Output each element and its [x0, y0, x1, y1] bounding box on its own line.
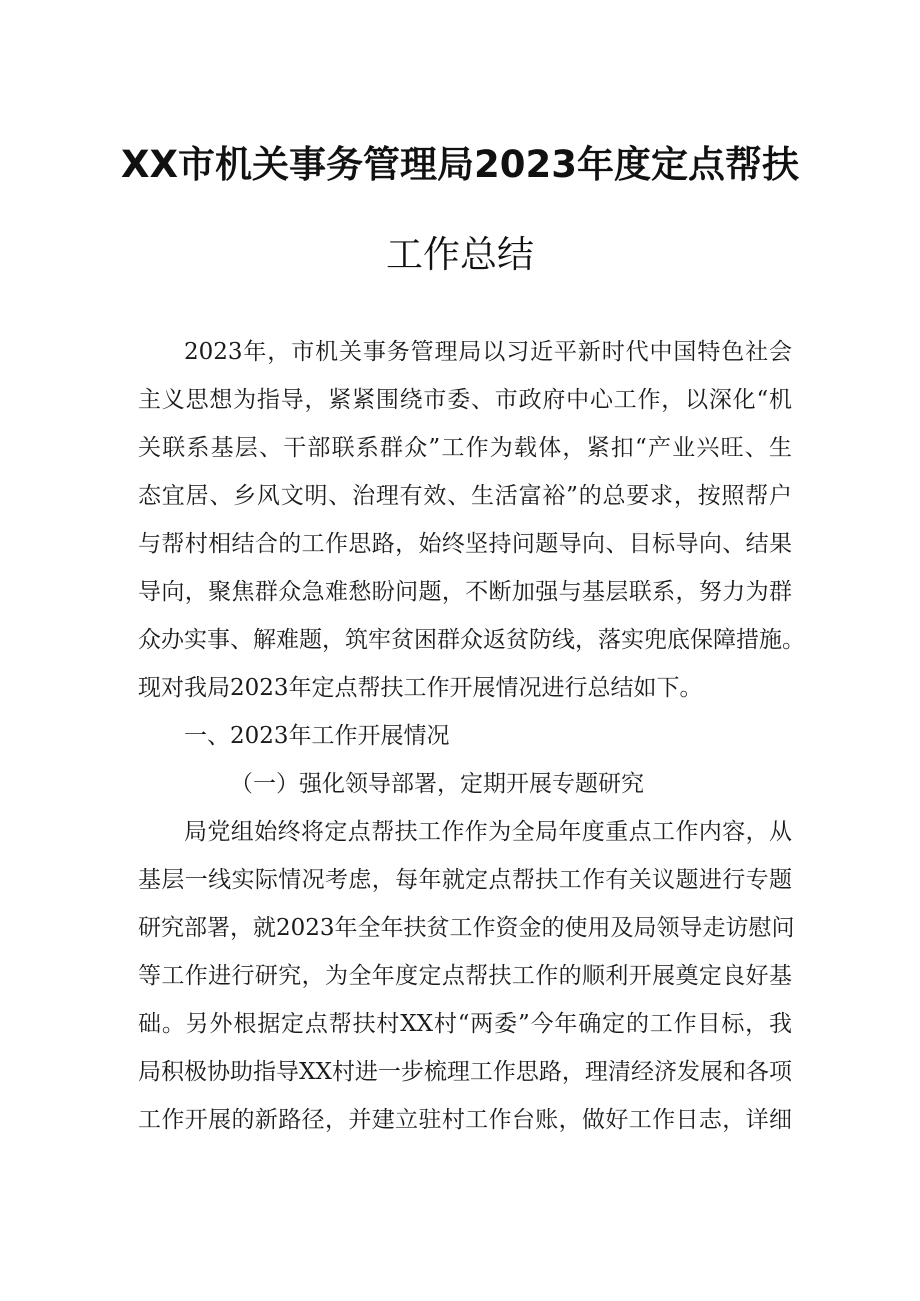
- subsection-heading: （一）强化领导部署，定期开展专题研究: [230, 771, 644, 797]
- paragraph-line: 局积极协助指导XX村进一步梳理工作思路，理清经济发展和各项: [138, 1059, 792, 1085]
- document-title-line-1: XX市机关事务管理局2023年度定点帮扶: [120, 143, 800, 186]
- paragraph-line: 局党组始终将定点帮扶工作作为全局年度重点工作内容，从: [184, 819, 792, 845]
- section-heading: 一、2023年工作开展情况: [184, 723, 450, 749]
- paragraph-line: 导向，聚焦群众急难愁盼问题，不断加强与基层联系，努力为群: [138, 579, 792, 605]
- paragraph-line: 等工作进行研究，为全年度定点帮扶工作的顺利开展奠定良好基: [138, 963, 792, 989]
- paragraph-line: 与帮村相结合的工作思路，始终坚持问题导向、目标导向、结果: [138, 531, 792, 557]
- paragraph-line: 2023年，市机关事务管理局以习近平新时代中国特色社会: [184, 339, 792, 365]
- paragraph-line: 主义思想为指导，紧紧围绕市委、市政府中心工作，以深化“机: [138, 387, 792, 413]
- paragraph-line: 研究部署，就2023年全年扶贫工作资金的使用及局领导走访慰问: [138, 915, 795, 941]
- paragraph-line: 工作开展的新路径，并建立驻村工作台账，做好工作日志，详细: [138, 1107, 792, 1133]
- paragraph-line: 础。另外根据定点帮扶村XX村“两委”今年确定的工作目标，我: [138, 1011, 792, 1037]
- paragraph-line: 众办实事、解难题，筑牢贫困群众返贫防线，落实兜底保障措施。: [138, 627, 805, 653]
- paragraph-line: 基层一线实际情况考虑，每年就定点帮扶工作有关议题进行专题: [138, 867, 792, 893]
- paragraph-line: 关联系基层、干部联系群众”工作为载体，紧扣“产业兴旺、生: [138, 435, 792, 461]
- paragraph-line: 态宜居、乡风文明、治理有效、生活富裕”的总要求，按照帮户: [138, 483, 792, 509]
- paragraph-line: 现对我局2023年定点帮扶工作开展情况进行总结如下。: [138, 675, 703, 701]
- document-title-line-2: 工作总结: [386, 233, 534, 276]
